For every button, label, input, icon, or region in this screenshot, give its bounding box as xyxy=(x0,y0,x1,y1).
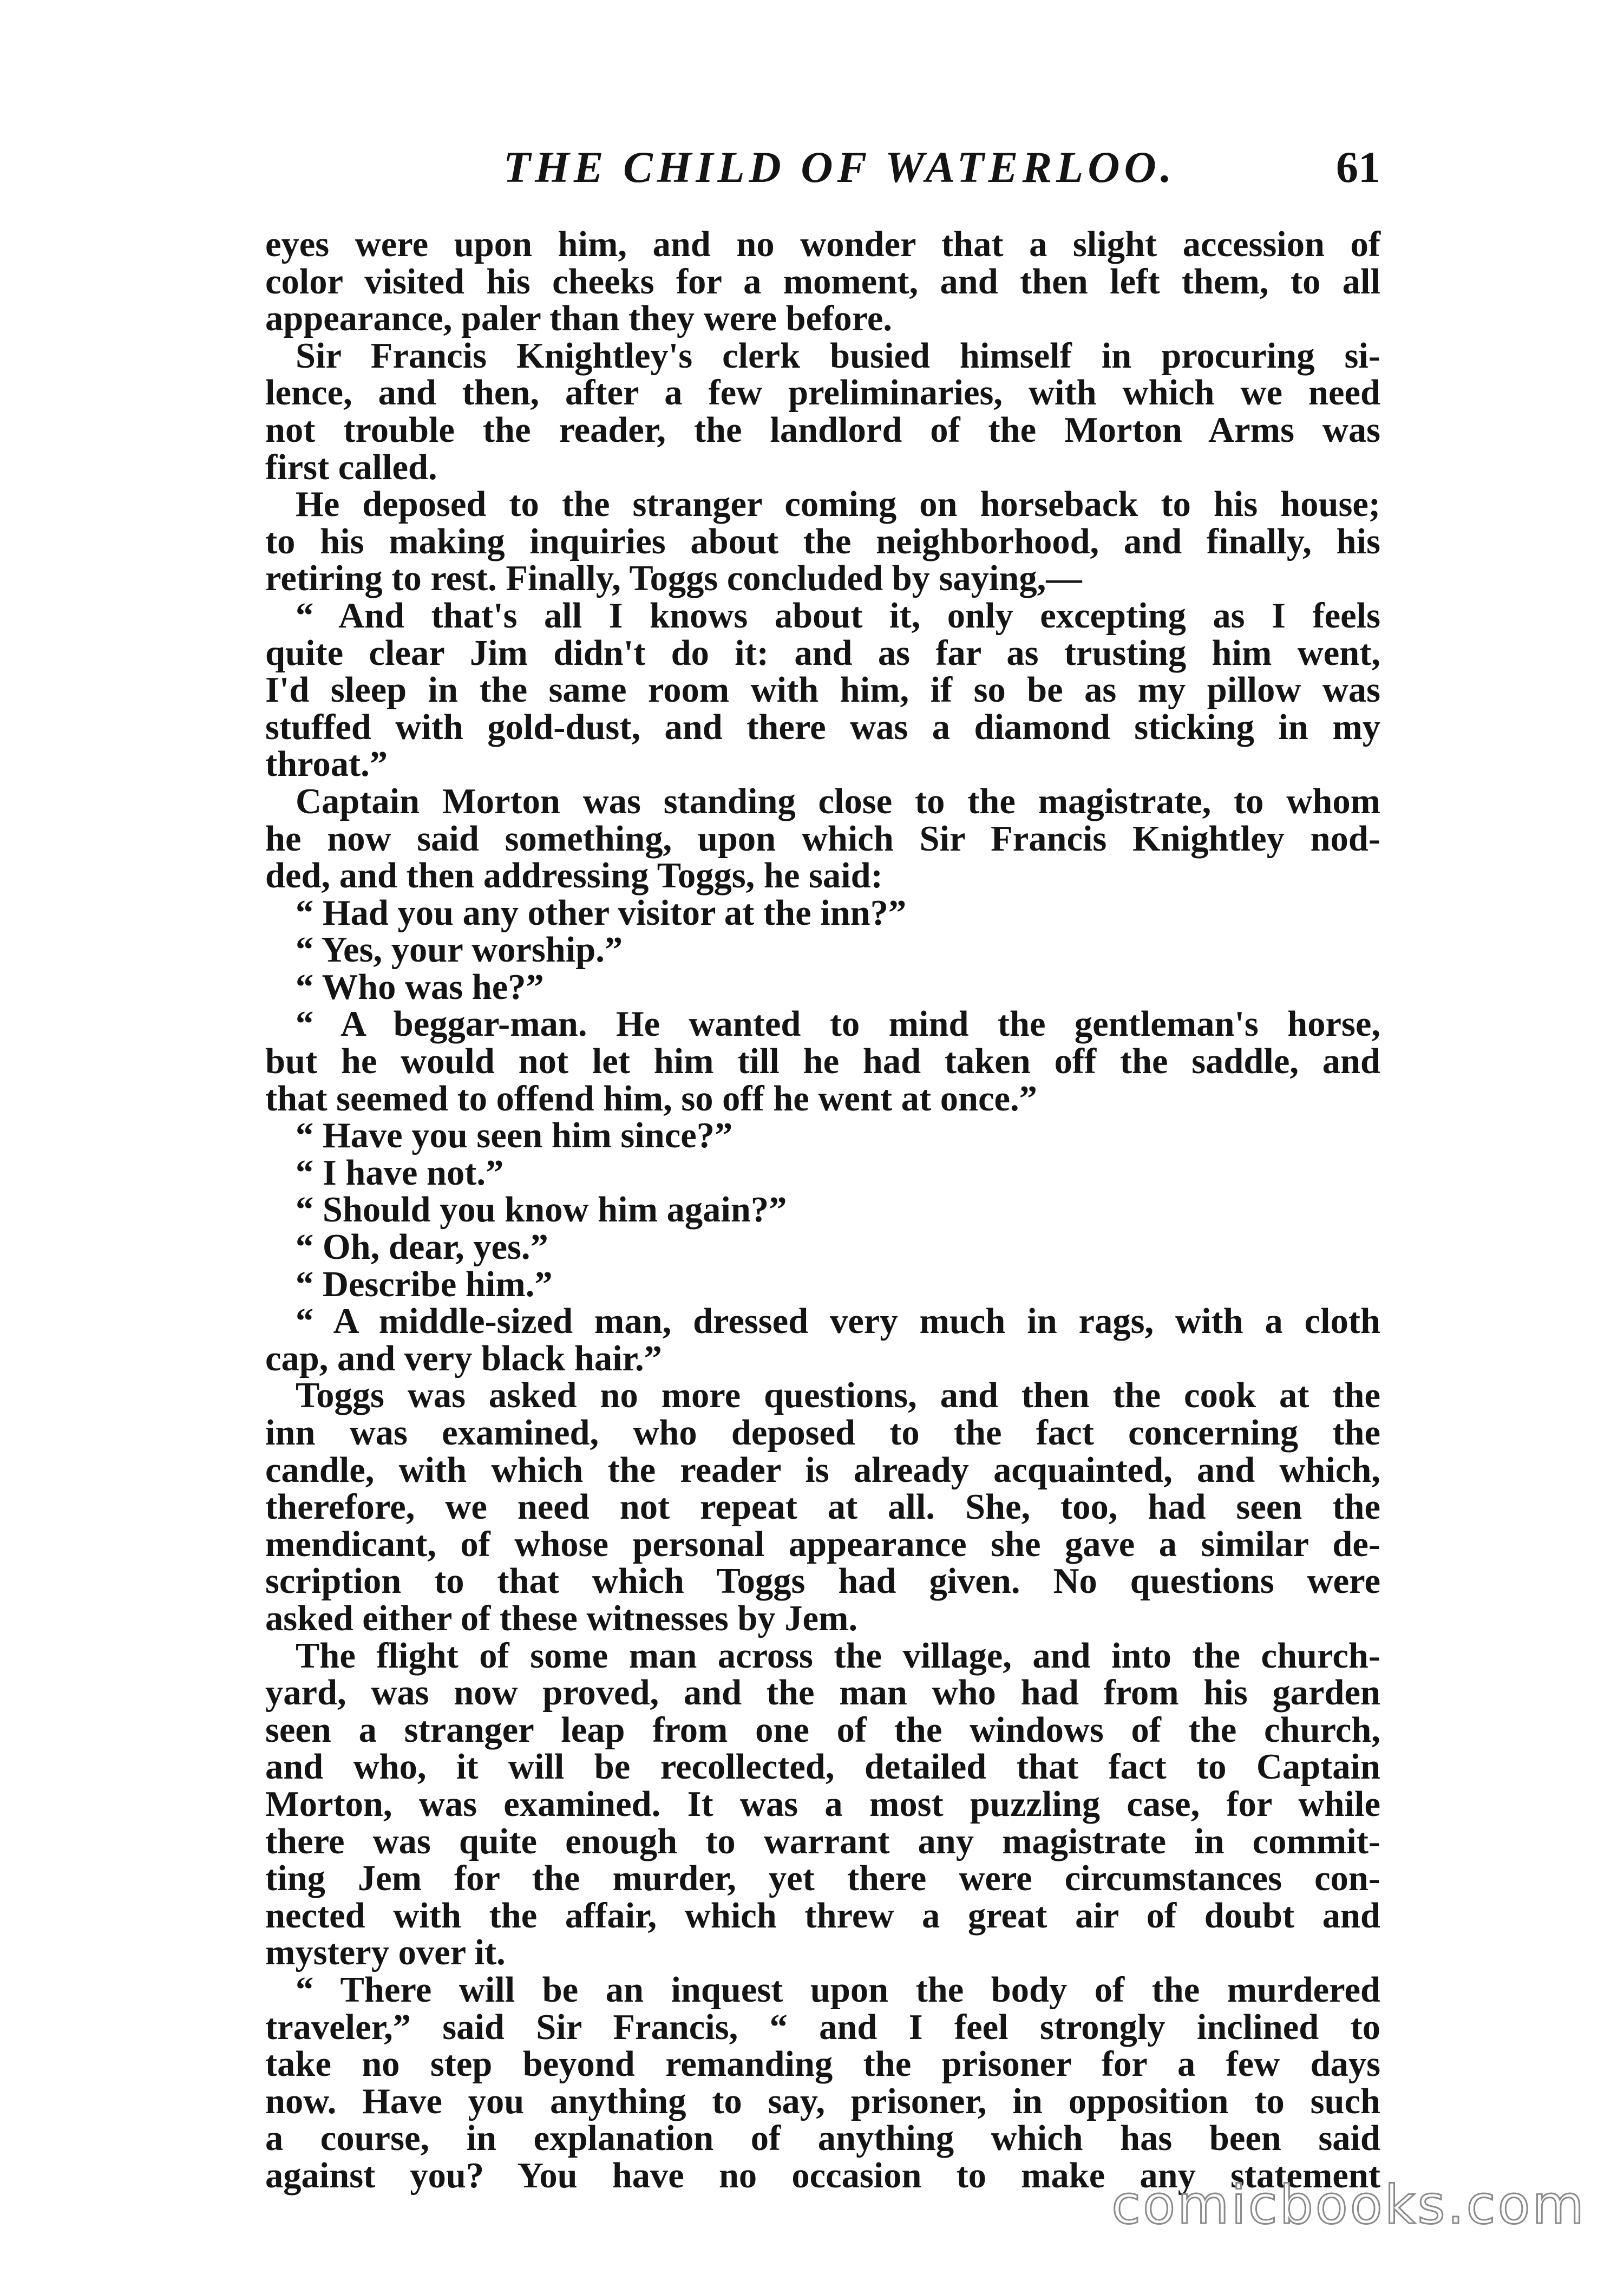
text-line: “ Had you any other visitor at the inn?” xyxy=(296,893,907,933)
text-line: first called. xyxy=(265,447,437,487)
text-line: Toggs was asked no more questions, and then the cook at the xyxy=(296,1376,1380,1416)
body-text xyxy=(265,226,1380,2194)
text-line: take no step beyond remanding the prisoner for a few days xyxy=(265,2044,1380,2084)
text-line: that seemed to offend him, so off he went at once.” xyxy=(265,1079,1037,1119)
text-line: eyes were upon him, and no wonder that a slight accession of xyxy=(265,225,1380,264)
text-line: Captain Morton was standing close to the magistrate, to whom xyxy=(296,781,1380,821)
text-line: traveler,” said Sir Francis, “ and I feel strongly inclined to xyxy=(265,2007,1380,2047)
text-line: “ Describe him.” xyxy=(296,1264,553,1304)
text-line: stuffed with gold-dust, and there was a diamond sticking in my xyxy=(265,707,1380,747)
text-line: “ A beggar-man. He wanted to mind the gentleman's horse, xyxy=(296,1004,1380,1044)
watermark-logo: comicbooks.com xyxy=(1111,2174,1586,2236)
text-line: “ A middle-sized man, dressed very much in rags, with a cloth xyxy=(296,1302,1380,1342)
text-line: “ Yes, your worship.” xyxy=(296,930,623,970)
text-line: nected with the affair, which threw a great air of doubt and xyxy=(265,1896,1380,1936)
text-line: lence, and then, after a few preliminaries, with which we need xyxy=(265,373,1380,413)
text-line: not trouble the reader, the landlord of the Morton Arms was xyxy=(265,410,1380,450)
text-line: but he would not let him till he had taken off the saddle, and xyxy=(265,1042,1380,1082)
text-line: throat.” xyxy=(265,744,388,785)
text-line: a course, in explanation of anything which has been said xyxy=(265,2119,1380,2159)
text-line: mendicant, of whose personal appearance she gave a similar de- xyxy=(265,1524,1380,1564)
text-line: color visited his cheeks for a moment, and then left them, to all xyxy=(265,262,1380,302)
text-line: “ I have not.” xyxy=(296,1153,504,1193)
text-line: Sir Francis Knightley's clerk busied himself in procuring si- xyxy=(296,336,1380,376)
text-line: “ There will be an inquest upon the body of the murdered xyxy=(296,1970,1380,2010)
text-line: mystery over it. xyxy=(265,1933,506,1973)
text-line: scription to that which Toggs had given. No questions were xyxy=(265,1561,1380,1602)
text-line: ded, and then addressing Toggs, he said: xyxy=(265,856,883,896)
text-line: “ Who was he?” xyxy=(296,967,544,1007)
text-line: retiring to rest. Finally, Toggs concluded by saying,— xyxy=(265,559,1082,599)
text-line: “ Have you seen him since?” xyxy=(296,1116,733,1156)
text-line: Morton, was examined. It was a most puzzling case, for while xyxy=(265,1784,1380,1824)
text-line: therefore, we need not repeat at all. She, too, had seen the xyxy=(265,1487,1380,1527)
page-header xyxy=(265,142,1380,201)
running-title: THE CHILD OF WATERLOO. xyxy=(503,142,1176,192)
text-line: seen a stranger leap from one of the windows of the church, xyxy=(265,1710,1380,1750)
text-line: there was quite enough to warrant any magistrate in commit- xyxy=(265,1821,1380,1861)
text-line: inn was examined, who deposed to the fact concerning the xyxy=(265,1413,1380,1453)
text-line: “ Oh, dear, yes.” xyxy=(296,1227,548,1267)
text-line: yard, was now proved, and the man who had from his garden xyxy=(265,1673,1380,1713)
text-line: quite clear Jim didn't do it: and as far as trusting him went, xyxy=(265,633,1380,673)
text-line: candle, with which the reader is already acquainted, and which, xyxy=(265,1450,1380,1490)
text-line: He deposed to the stranger coming on horseback to his house; xyxy=(296,485,1380,525)
text-line: against you? You have no occasion to make any statement xyxy=(265,2155,1380,2195)
text-line: “ Should you know him again?” xyxy=(296,1190,787,1230)
text-line: to his making inquiries about the neighborhood, and finally, his xyxy=(265,521,1380,561)
text-line: cap, and very black hair.” xyxy=(265,1338,662,1378)
text-line: and who, it will be recollected, detailed that fact to Captain xyxy=(265,1747,1380,1787)
text-line: appearance, paler than they were before. xyxy=(265,299,893,339)
text-line: The flight of some man across the village, and into the church- xyxy=(296,1636,1380,1676)
page-number: 61 xyxy=(1336,142,1380,192)
text-line: now. Have you anything to say, prisoner, in opposition to such xyxy=(265,2081,1380,2121)
text-line: ting Jem for the murder, yet there were circumstances con- xyxy=(265,1859,1380,1899)
text-line: asked either of these witnesses by Jem. xyxy=(265,1598,858,1638)
text-line: “ And that's all I knows about it, only excepting as I feels xyxy=(296,596,1380,636)
text-line: he now said something, upon which Sir Francis Knightley nod- xyxy=(265,819,1380,859)
text-line: I'd sleep in the same room with him, if so be as my pillow was xyxy=(265,670,1380,710)
